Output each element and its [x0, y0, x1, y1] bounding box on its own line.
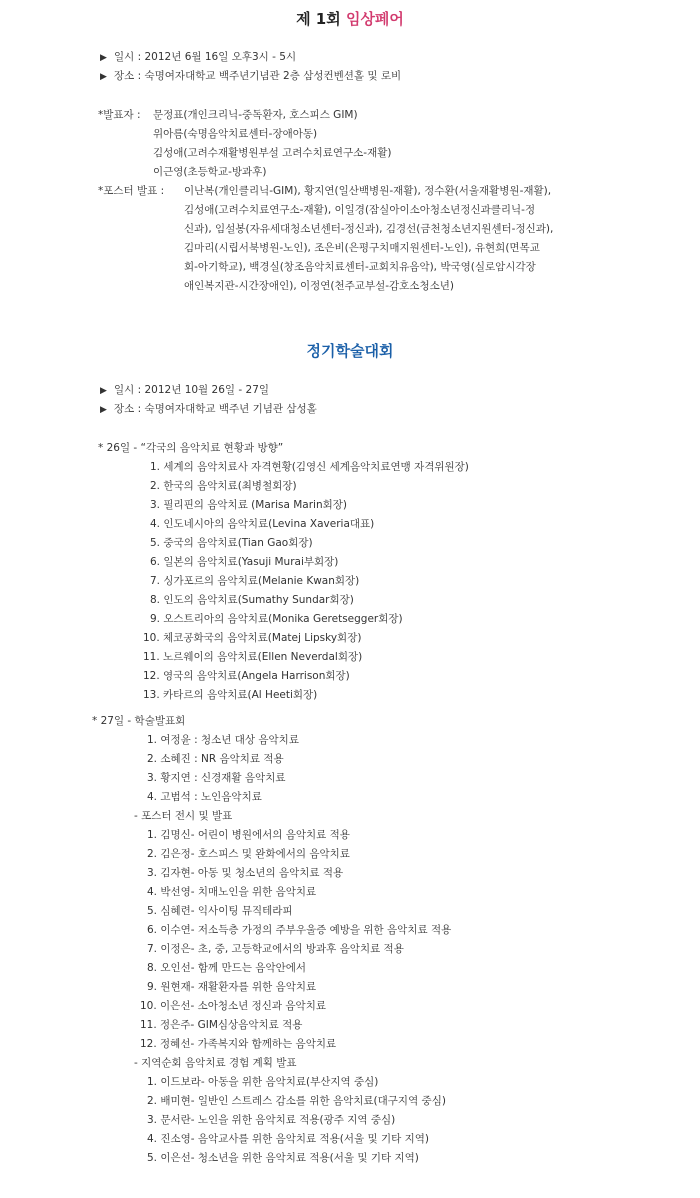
regional-item: 3. 문서란- 노인을 위한 음악치료 적용(광주 지역 중심) — [147, 1114, 396, 1126]
poster-line: 애인복지관-시간장애인), 이정연(천주교부설-감호소청소년) — [184, 280, 454, 292]
day26-item: 10. 체코공화국의 음악치료(Matej Lipsky회장) — [143, 632, 362, 644]
poster-item: 6. 이수연- 저소득층 가정의 주부우울증 예방을 위한 음악치료 적용 — [147, 924, 452, 936]
day27-header: * 27일 - 학술발표회 — [92, 715, 186, 727]
presenter: 문정표(개인크리닉-중독환자, 호스피스 GIM) — [153, 109, 358, 121]
day26-item: 4. 인도네시아의 음악치료(Levina Xaveria대표) — [150, 518, 375, 530]
poster-item: 3. 김자현- 아동 및 청소년의 음악치료 적용 — [147, 867, 344, 879]
regional-header: - 지역순회 음악치료 경험 계획 발표 — [134, 1057, 297, 1069]
presenter: 김성애(고려수재활병원부설 고려수치료연구소-재활) — [153, 147, 392, 159]
poster-item: 2. 김은정- 호스피스 및 완화에서의 음악치료 — [147, 848, 350, 860]
section2-venue: ▶ 장소 : 숙명여자대학교 백주년 기념관 삼성홀 — [100, 400, 317, 420]
poster-header: - 포스터 전시 및 발표 — [134, 810, 233, 822]
presenter: 위아름(숙명음악치료센터-장애아동) — [153, 128, 318, 140]
poster-item: 5. 심혜련- 익사이팅 뮤직테라피 — [147, 905, 293, 917]
day26-item: 13. 카타르의 음악치료(Al Heeti회장) — [143, 689, 318, 701]
regional-item: 4. 진소영- 음악교사를 위한 음악치료 적용(서울 및 기타 지역) — [147, 1133, 429, 1145]
day27-talk: 4. 고범석 : 노인음악치료 — [147, 791, 262, 803]
poster-line: 김마리(시립서북병원-노인), 조은비(은평구치매지원센터-노인), 유현희(면목교 — [184, 242, 540, 254]
regional-item: 2. 배미현- 일반인 스트레스 감소를 위한 음악치료(대구지역 중심) — [147, 1095, 446, 1107]
day26-item: 11. 노르웨이의 음악치료(Ellen Neverdal회장) — [143, 651, 363, 663]
poster-item: 8. 오인선- 함께 만드는 음악안에서 — [147, 962, 307, 974]
day27-talk: 3. 황지연 : 신경재활 음악치료 — [147, 772, 286, 784]
poster-item: 12. 정혜선- 가족복지와 함께하는 음악치료 — [140, 1038, 337, 1050]
bullet-triangle-icon: ▶ — [100, 405, 107, 415]
section1-title: 제 1회 임상페어 — [296, 10, 404, 28]
day26-item: 8. 인도의 음악치료(Sumathy Sundar회장) — [150, 594, 354, 606]
day27-talk: 2. 소혜진 : NR 음악치료 적용 — [147, 753, 284, 765]
poster-line: 신과), 임설봉(자유세대청소년센터-정신과), 김경선(금천청소년지원센터-정신과), — [184, 223, 554, 235]
poster-label: *포스터 발표 : — [98, 185, 165, 197]
bullet-triangle-icon: ▶ — [100, 72, 107, 82]
day26-item: 1. 세계의 음악치료사 자격현황(김영신 세계음악치료연맹 자격위원장) — [150, 461, 469, 473]
poster-line: 이난복(개인클리닉-GIM), 황지연(일산백병원-재활), 정수환(서울재활병원-재활), — [184, 185, 552, 197]
bullet-triangle-icon: ▶ — [100, 53, 107, 63]
presenter: 이근영(초등학교-방과후) — [153, 166, 267, 178]
bullet-triangle-icon: ▶ — [100, 386, 107, 396]
poster-item: 9. 원현재- 재활환자를 위한 음악치료 — [147, 981, 317, 993]
poster-item: 10. 이은선- 소아청소년 정신과 음악치료 — [140, 1000, 326, 1012]
section1-date: ▶ 일시 : 2012년 6월 16일 오후3시 - 5시 — [100, 48, 296, 68]
regional-item: 1. 이드보라- 아동을 위한 음악치료(부산지역 중심) — [147, 1076, 379, 1088]
day26-item: 2. 한국의 음악치료(최병철회장) — [150, 480, 297, 492]
poster-item: 7. 이정은- 초, 중, 고등학교에서의 방과후 음악치료 적용 — [147, 943, 404, 955]
section2-date: ▶ 일시 : 2012년 10월 26일 - 27일 — [100, 381, 269, 401]
day26-header: * 26일 - “각국의 음악치료 현황과 방향” — [98, 442, 284, 454]
day26-item: 6. 일본의 음악치료(Yasuji Murai부회장) — [150, 556, 339, 568]
day26-item: 3. 필리핀의 음악치료 (Marisa Marin회장) — [150, 499, 348, 511]
presenters-label: *발표자 : — [98, 109, 141, 121]
day26-item: 9. 오스트리아의 음악치료(Monika Geretsegger회장) — [150, 613, 403, 625]
day27-talk: 1. 여정윤 : 청소년 대상 음악치료 — [147, 734, 299, 746]
day26-item: 5. 중국의 음악치료(Tian Gao회장) — [150, 537, 313, 549]
poster-line: 회-아기학교), 백경실(창조음악치료센터-교회치유음악), 박국영(실로암시각장 — [184, 261, 536, 273]
section2-title: 정기학술대회 — [306, 342, 394, 360]
section1-venue: ▶ 장소 : 숙명여자대학교 백주년기념관 2층 삼성컨벤션홀 및 로비 — [100, 67, 401, 87]
poster-item: 11. 정은주- GIM심상음악치료 적용 — [140, 1019, 303, 1031]
poster-item: 1. 김명신- 어린이 병원에서의 음악치료 적용 — [147, 829, 350, 841]
regional-item: 5. 이은선- 청소년을 위한 음악치료 적용(서울 및 기타 지역) — [147, 1152, 419, 1164]
poster-line: 김성애(고려수치료연구소-재활), 이일경(잠실아이소아청소년정신과클리닉-정 — [184, 204, 536, 216]
day26-item: 7. 싱가포르의 음악치료(Melanie Kwan회장) — [150, 575, 360, 587]
poster-item: 4. 박선영- 치매노인을 위한 음악치료 — [147, 886, 317, 898]
day26-item: 12. 영국의 음악치료(Angela Harrison회장) — [143, 670, 350, 682]
